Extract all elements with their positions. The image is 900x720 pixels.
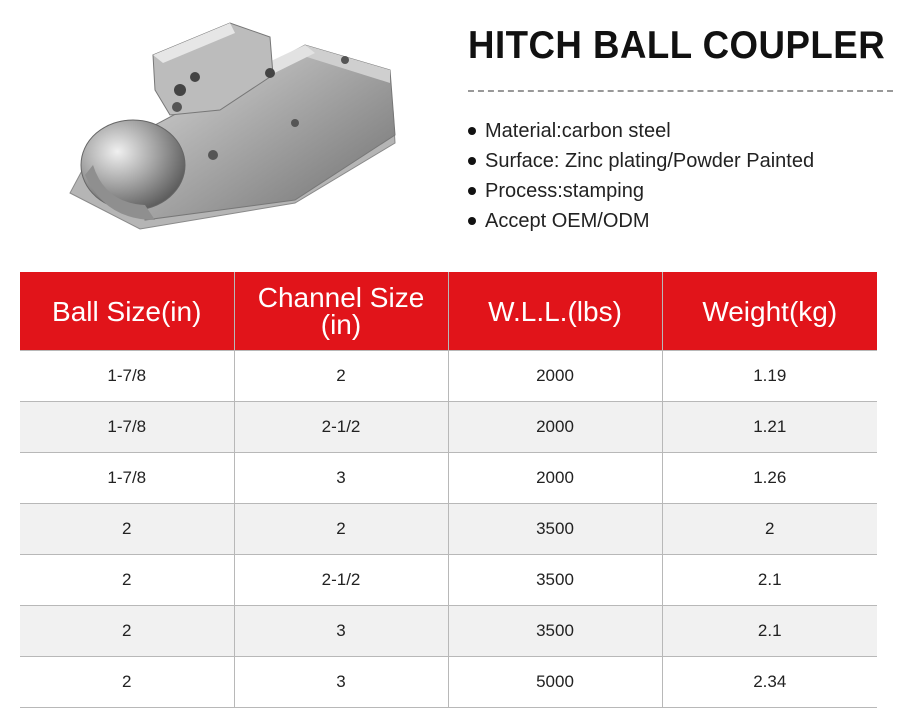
cell-channel-size: 2	[234, 351, 448, 402]
product-title: HITCH BALL COUPLER	[468, 24, 886, 67]
table-header-row	[20, 272, 877, 351]
table-row	[20, 453, 877, 504]
cell-wll: 2000	[448, 351, 662, 402]
table-row	[20, 657, 877, 708]
spec-table	[20, 272, 877, 708]
cell-weight: 2.1	[662, 606, 877, 657]
cell-ball-size: 1-7/8	[20, 351, 234, 402]
cell-weight: 2.34	[662, 657, 877, 708]
bullet-icon	[468, 217, 476, 225]
cell-channel-size: 3	[234, 606, 448, 657]
cell-weight: 1.19	[662, 351, 877, 402]
cell-channel-size: 2-1/2	[234, 402, 448, 453]
feature-text: Surface: Zinc plating/Powder Painted	[485, 149, 815, 172]
cell-wll: 2000	[448, 453, 662, 504]
bullet-icon	[468, 127, 476, 135]
table-row	[20, 504, 877, 555]
cell-ball-size: 1-7/8	[20, 402, 234, 453]
cell-wll: 3500	[448, 504, 662, 555]
cell-wll: 3500	[448, 555, 662, 606]
bullet-icon	[468, 157, 476, 165]
feature-item-surface	[468, 146, 814, 176]
title-divider	[468, 90, 893, 92]
bullet-icon	[468, 187, 476, 195]
cell-wll: 2000	[448, 402, 662, 453]
cell-weight: 2.1	[662, 555, 877, 606]
cell-wll: 3500	[448, 606, 662, 657]
cell-ball-size: 2	[20, 657, 234, 708]
header-channel-size: Channel Size (in)	[234, 272, 448, 351]
table-row	[20, 402, 877, 453]
table-row	[20, 555, 877, 606]
cell-weight: 1.26	[662, 453, 877, 504]
feature-item-process	[468, 176, 814, 206]
cell-ball-size: 2	[20, 555, 234, 606]
cell-channel-size: 3	[234, 453, 448, 504]
feature-list	[468, 116, 814, 236]
cell-channel-size: 2	[234, 504, 448, 555]
cell-channel-size: 2-1/2	[234, 555, 448, 606]
cell-weight: 2	[662, 504, 877, 555]
cell-ball-size: 2	[20, 606, 234, 657]
cell-channel-size: 3	[234, 657, 448, 708]
feature-text: Accept OEM/ODM	[485, 209, 650, 232]
cell-ball-size: 2	[20, 504, 234, 555]
cell-ball-size: 1-7/8	[20, 453, 234, 504]
table-row	[20, 606, 877, 657]
cell-wll: 5000	[448, 657, 662, 708]
table-row	[20, 351, 877, 402]
feature-text: Process:stamping	[485, 179, 644, 202]
header-weight: Weight(kg)	[662, 272, 877, 351]
header-wll: W.L.L.(lbs)	[448, 272, 662, 351]
cell-weight: 1.21	[662, 402, 877, 453]
feature-text: Material:carbon steel	[485, 119, 671, 142]
header-ball-size: Ball Size(in)	[20, 272, 234, 351]
feature-item-oem	[468, 206, 814, 236]
feature-item-material	[468, 116, 814, 146]
product-image	[45, 15, 430, 240]
